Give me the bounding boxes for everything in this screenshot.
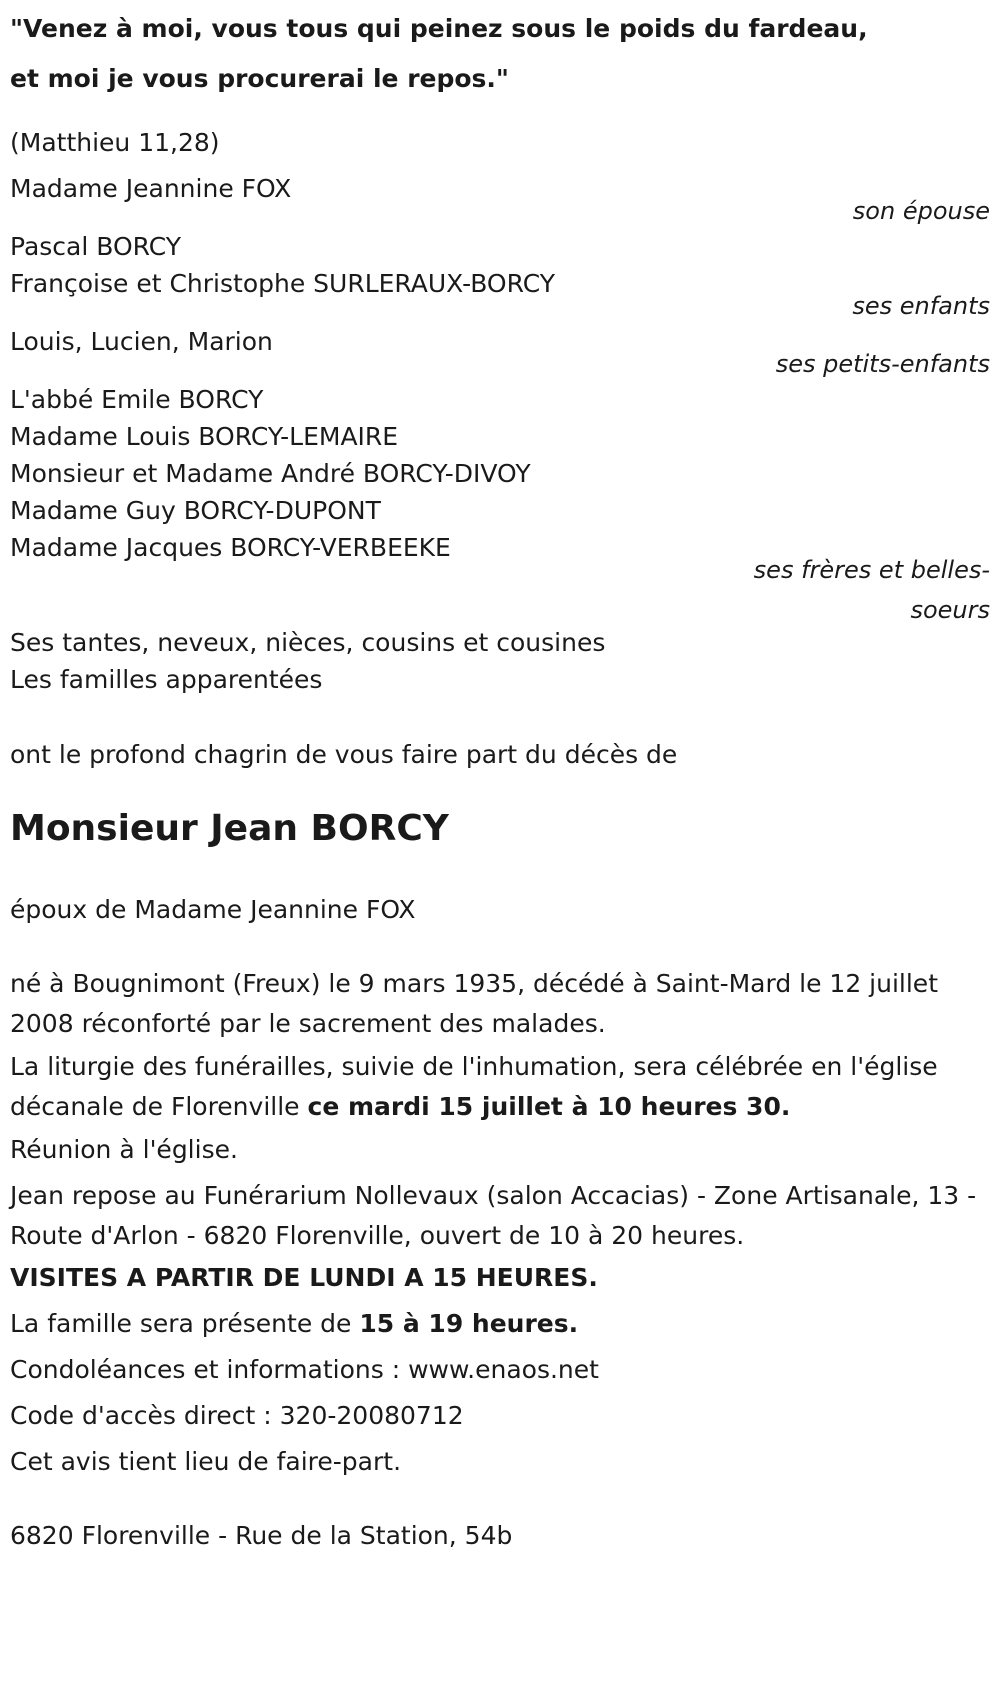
quote-line-1: "Venez à moi, vous tous qui peinez sous le poids du fardeau, [10, 14, 868, 43]
family-present-info [10, 1304, 990, 1344]
child-1: Pascal BORCY [10, 232, 182, 261]
liturgy-text: La liturgie des funérailles, suivie de l'inhumation, sera célébrée en l'église décanale de Florenville [10, 1052, 938, 1121]
sibling-2: Madame Louis BORCY-LEMAIRE [10, 422, 399, 451]
grandchildren-role: ses petits-enfants [775, 350, 990, 378]
address: 6820 Florenville - Rue de la Station, 54b [10, 1521, 513, 1550]
notice-text: Cet avis tient lieu de faire-part. [10, 1447, 402, 1476]
announcement-text: ont le profond chagrin de vous faire part du décès de [10, 740, 678, 769]
sibling-4: Madame Guy BORCY-DUPONT [10, 496, 381, 525]
birth-death-details: né à Bougnimont (Freux) le 9 mars 1935, décédé à Saint-Mard le 12 juillet 2008 réconforté par le sacrement des malades. [10, 969, 938, 1038]
spouse-of: époux de Madame Jeannine FOX [10, 895, 416, 924]
family-present-text: La famille sera présente de [10, 1309, 352, 1338]
other-relatives-2: Les familles apparentées [10, 665, 323, 694]
condolences-info: Condoléances et informations : www.enaos.net [10, 1355, 599, 1384]
spouse-name: Madame Jeannine FOX [10, 174, 292, 203]
meeting-info: Réunion à l'église. [10, 1135, 238, 1164]
deceased-name: Monsieur Jean BORCY [10, 808, 449, 849]
access-code: Code d'accès direct : 320-20080712 [10, 1401, 464, 1430]
spouse-role: son épouse [852, 197, 990, 225]
siblings-role: ses frères et belles-soeurs [753, 556, 990, 624]
family-present-hours: 15 à 19 heures. [359, 1309, 579, 1338]
liturgy-date: ce mardi 15 juillet à 10 heures 30. [307, 1092, 791, 1121]
other-relatives-1: Ses tantes, neveux, nièces, cousins et cousines [10, 628, 606, 657]
grandchildren-names: Louis, Lucien, Marion [10, 327, 273, 356]
quote-reference: (Matthieu 11,28) [10, 128, 220, 157]
sibling-3: Monsieur et Madame André BORCY-DIVOY [10, 459, 531, 488]
quote-line-2: et moi je vous procurerai le repos." [10, 64, 509, 93]
bible-quote [10, 4, 970, 104]
sibling-1: L'abbé Emile BORCY [10, 385, 264, 414]
rests-info: Jean repose au Funérarium Nollevaux (salon Accacias) - Zone Artisanale, 13 - Route d'Arlon - 6820 Florenville, ouvert de 10 à 20 heures. [10, 1181, 977, 1250]
children-role: ses enfants [852, 292, 990, 320]
sibling-5: Madame Jacques BORCY-VERBEEKE [10, 533, 451, 562]
liturgy-details [10, 1047, 985, 1127]
child-2: Françoise et Christophe SURLERAUX-BORCY [10, 269, 555, 298]
visits-info: VISITES A PARTIR DE LUNDI A 15 HEURES. [10, 1263, 598, 1292]
